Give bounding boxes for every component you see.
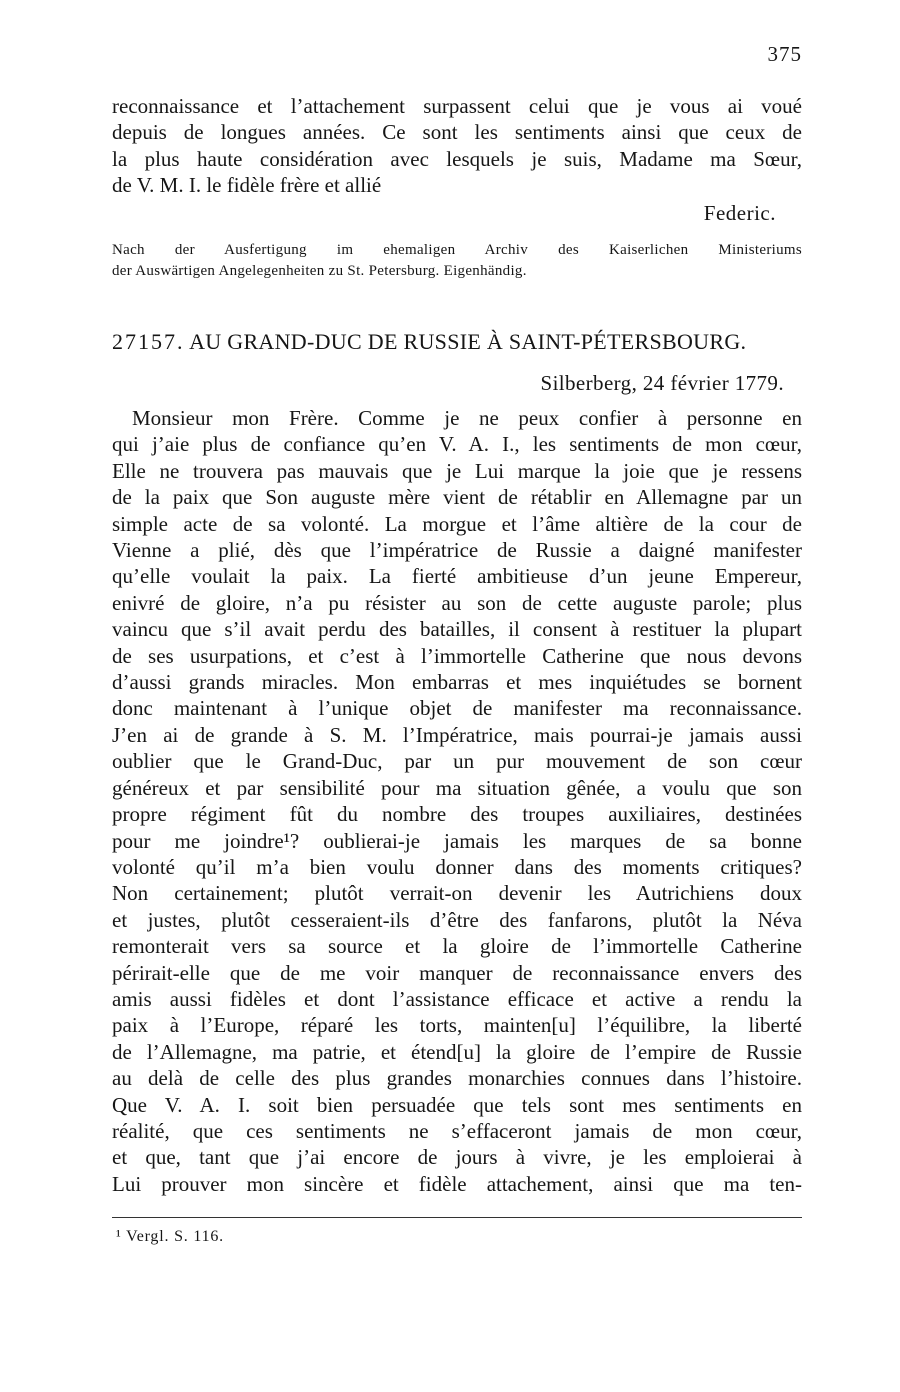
text-line: propre régiment fût du nombre des troupes auxiliaires, destinées xyxy=(112,802,802,827)
text-line: depuis de longues années. Ce sont les sentiments ainsi que ceux de xyxy=(112,120,802,145)
text-line: simple acte de sa volonté. La morgue et l’âme altière de la cour de xyxy=(112,511,802,536)
place-date: Silberberg, 24 février 1779. xyxy=(540,371,784,395)
text-line: et justes, plutôt cesseraient-ils d’être des fanfarons, plutôt la Néva xyxy=(112,907,802,932)
text-line: volonté qu’il m’a bien voulu donner dans des moments critiques? xyxy=(112,854,802,879)
text-line: enivré de gloire, n’a pu résister au son de cette auguste parole; plus xyxy=(112,590,802,615)
closing-paragraph xyxy=(112,93,802,199)
text-line: la plus haute considération avec lesquels je suis, Madame ma Sœur, xyxy=(112,146,802,171)
signature: Federic. xyxy=(703,201,776,225)
letter-heading xyxy=(112,329,802,355)
text-line: Non certainement; plutôt verrait-on devenir les Autrichiens doux xyxy=(112,881,802,906)
letter-number: 27157. xyxy=(112,329,185,354)
text-line: d’aussi grands miracles. Mon embarras et mes inquiétudes se bornent xyxy=(112,670,802,695)
footnote-rule xyxy=(112,1217,802,1218)
text-line: donc maintenant à l’unique objet de manifester ma reconnaissance. xyxy=(112,696,802,721)
text-line: qui j’aie plus de confiance qu’en V. A. I., les sentiments de mon cœur, xyxy=(112,432,802,457)
text-line: Que V. A. I. soit bien persuadée que tels sont mes sentiments en xyxy=(112,1092,802,1117)
text-line: Lui prouver mon sincère et fidèle attachement, ainsi que ma ten- xyxy=(112,1171,802,1196)
source-note xyxy=(112,240,802,282)
text-line: amis aussi fidèles et dont l’assistance efficace et active a rendu la xyxy=(112,986,802,1011)
text-line: périrait-elle que de me voir manquer de reconnaissance envers des xyxy=(112,960,802,985)
source-line: der Auswärtigen Angelegenheiten zu St. Petersburg. Eigenhändig. xyxy=(112,263,527,279)
text-line: de l’Allemagne, ma patrie, et étend[u] la gloire de l’empire de Russie xyxy=(112,1039,802,1064)
text-line: J’en ai de grande à S. M. l’Impératrice, mais pourrai-je jamais aussi xyxy=(112,722,802,747)
text-line: au delà de celle des plus grandes monarchies connues dans l’histoire. xyxy=(112,1066,802,1091)
text-line: qu’elle voulait la paix. La fierté ambitieuse d’un jeune Empereur, xyxy=(112,564,802,589)
footnote: ¹ Vergl. S. 116. xyxy=(116,1228,224,1245)
text-line: pour me joindre¹? oublierai-je jamais les marques de sa bonne xyxy=(112,828,802,853)
text-line: généreux et par sensibilité pour ma situation gênée, a voulu que son xyxy=(112,775,802,800)
text-line: de ses usurpations, et c’est à l’immortelle Catherine que nous devons xyxy=(112,643,802,668)
source-line: Nach der Ausfertigung im ehemaligen Archiv des Kaiserlichen Ministeriums xyxy=(112,242,802,258)
text-line: Elle ne trouvera pas mauvais que je Lui marque la joie que je ressens xyxy=(112,458,802,483)
letter-body xyxy=(112,405,802,1197)
text-line: et que, tant que j’ai encore de jours à vivre, je les emploierai à xyxy=(112,1145,802,1170)
text-line: paix à l’Europe, réparé les torts, mainten[u] l’équilibre, la liberté xyxy=(112,1013,802,1038)
text-line: réalité, que ces sentiments ne s’effaceront jamais de mon cœur, xyxy=(112,1118,802,1143)
text-line: reconnaissance et l’attachement surpassent celui que je vous ai voué xyxy=(112,94,802,118)
text-line: remonterait vers sa source et la gloire de l’immortelle Catherine xyxy=(112,934,802,959)
text-line: oublier que le Grand-Duc, par un pur mouvement de son cœur xyxy=(112,749,802,774)
text-line: de V. M. I. le fidèle frère et allié xyxy=(112,173,382,198)
page-number: 375 xyxy=(767,42,802,66)
text-line: de la paix que Son auguste mère vient de rétablir en Allemagne par un xyxy=(112,485,802,510)
text-line: Monsieur mon Frère. Comme je ne peux confier à personne en xyxy=(132,406,802,430)
text-line: Vienne a plié, dès que l’impératrice de Russie a daigné manifester xyxy=(112,538,802,563)
letter-title: AU GRAND-DUC DE RUSSIE À SAINT-PÉTERSBOURG. xyxy=(189,329,747,354)
text-line: vaincu que s’il avait perdu des batailles, il consent à restituer la plupart xyxy=(112,617,802,642)
